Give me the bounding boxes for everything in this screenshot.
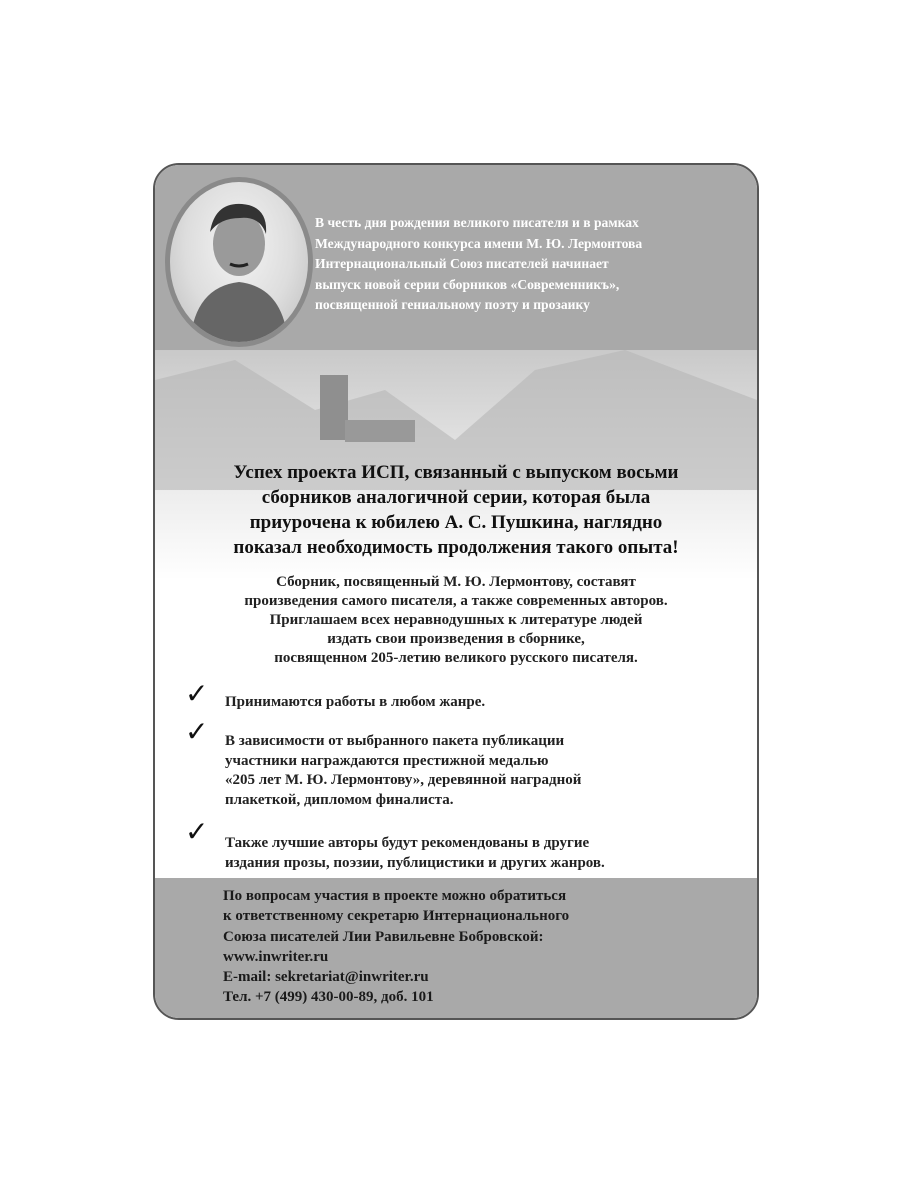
lermontov-portrait: [165, 177, 313, 347]
checkmark-icon: ✓: [185, 715, 209, 748]
intro-text: [315, 213, 642, 316]
description-paragraph: [155, 573, 757, 668]
contact-line: к ответственному секретарю Интернационального: [223, 908, 570, 925]
bullet-line: Также лучшие авторы будут рекомендованы в другие: [225, 835, 590, 851]
bullet-item: [225, 732, 581, 810]
contact-line: По вопросам участия в проекте можно обратиться: [223, 888, 567, 904]
paragraph-line: издать свои произведения в сборнике,: [327, 631, 585, 647]
announcement-card: [153, 163, 759, 1020]
paragraph-line: Приглашаем всех неравнодушных к литературе людей: [269, 612, 643, 628]
website-link[interactable]: www.inwriter.ru: [223, 948, 329, 965]
bullet-line: В зависимости от выбранного пакета публикации: [225, 733, 565, 749]
headline-line: приурочена к юбилею А. С. Пушкина, наглядно: [249, 512, 663, 533]
bullet-line: плакеткой, дипломом финалиста.: [225, 791, 454, 808]
bullet-line: издания прозы, поэзии, публицистики и других жанров.: [225, 854, 605, 871]
intro-line: Интернациональный Союз писателей начинает: [315, 256, 609, 271]
paragraph-line: посвященном 205-летию великого русского писателя.: [274, 650, 638, 666]
contact-band: [155, 878, 757, 1018]
headline-line: показал необходимость продолжения такого опыта!: [233, 537, 679, 558]
contact-info: [223, 886, 569, 1008]
bullet-line: «205 лет М. Ю. Лермонтову», деревянной наградной: [225, 772, 582, 788]
paragraph-line: произведения самого писателя, а также современных авторов.: [244, 593, 668, 609]
paragraph-line: Сборник, посвященный М. Ю. Лермонтову, составят: [276, 574, 636, 590]
intro-line: выпуск новой серии сборников «Современникъ»,: [315, 276, 620, 292]
headline-line: сборников аналогичной серии, которая была: [261, 487, 651, 508]
bullet-line: Принимаются работы в любом жанре.: [225, 694, 486, 710]
checkmark-icon: ✓: [185, 677, 209, 710]
intro-line: Международного конкурса имени М. Ю. Лермонтова: [315, 235, 643, 251]
bullet-item: [225, 693, 485, 713]
bullet-line: участники награждаются престижной медалью: [225, 752, 549, 769]
contact-line: Союза писателей Лии Равильевне Бобровской:: [223, 928, 544, 945]
checkmark-icon: ✓: [185, 815, 209, 848]
header-band: [155, 165, 757, 350]
headline: [155, 460, 757, 560]
intro-line: посвященной гениальному поэту и прозаику: [315, 297, 590, 312]
email-link[interactable]: E-mail: sekretariat@inwriter.ru: [223, 969, 429, 986]
bullet-item: [225, 834, 605, 873]
intro-line: В честь дня рождения великого писателя и в рамках: [315, 215, 639, 230]
phone-number: Тел. +7 (499) 430-00-89, доб. 101: [223, 989, 434, 1006]
headline-line: Успех проекта ИСП, связанный с выпуском восьми: [233, 462, 679, 483]
